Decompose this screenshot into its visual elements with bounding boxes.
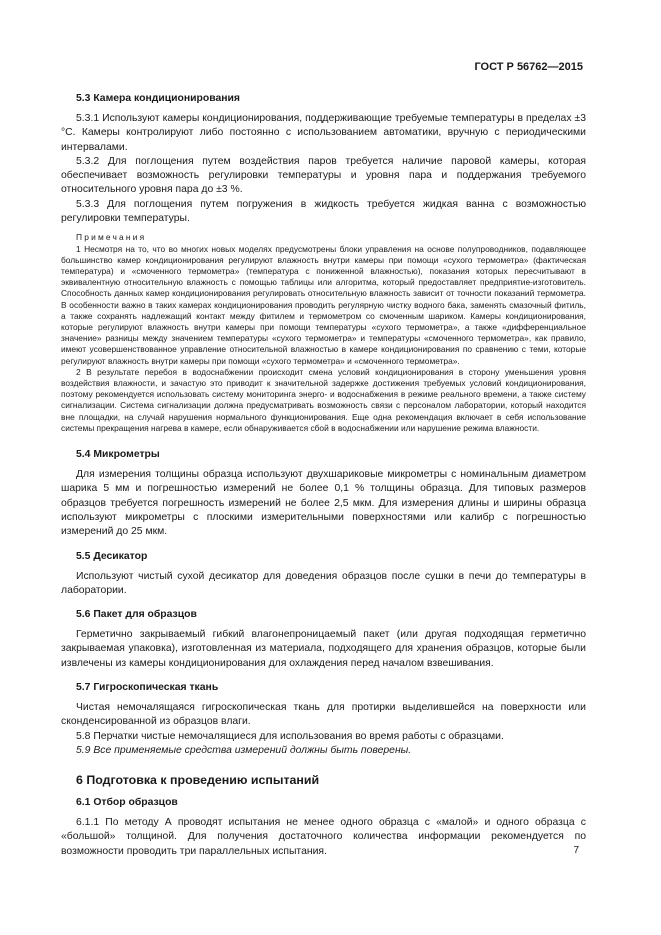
note-2: 2 В результате перебоя в водоснабжении происходит смена условий кондиционирования в сторону уменьшения уровня воздействия влажности, и зачастую это приводит к значительной задержке достижения требуемых условий кондиционирования, поэтому рекомендуется использовать систему мониторинга энерго- и водоснабжения в режиме реального времени, а также систему сигнализации. Система сигнализации должна предусматривать возможность связи с персоналом лаборатории, который находится вне площадки, на случай нарушения нормального функционирования. Еще одна рекомендация включает в себя использование системы прекращения нагрева в камере, если обнаруживается сбой в водоснабжении или нарушение режима влажности. [61, 366, 586, 433]
para-5-7: Чистая немочалящаяся гигроскопическая ткань для протирки выделившейся на поверхности или сконденсированной из образцов влаги. [61, 702, 586, 728]
para-6-1-1: 6.1.1 По методу А проводят испытания не менее одного образца с «малой» и одного образца с «большой» толщиной. Для получения достаточного количества информации рекомендуется по возможности проводить три параллельных испытания. [61, 817, 586, 857]
section-5-3-title: 5.3 Камера кондиционирования [76, 93, 240, 104]
para-5-3-1: 5.3.1 Используют камеры кондиционирования, поддерживающие требуемые температуры в пределах ±3 °С. Камеры контролируют либо постоянно с использованием автоматики, вручную с периодическими интервалами. [61, 113, 586, 153]
section-6-1-title: 6.1 Отбор образцов [76, 797, 178, 809]
standard-number: ГОСТ Р 56762—2015 [474, 61, 583, 73]
para-5-5: Используют чистый сухой десикатор для доведения образцов после сушки в печи до температуры в лаборатории. [61, 570, 586, 596]
notes-title: Примечания [76, 232, 147, 243]
para-5-8: 5.8 Перчатки чистые немочалящиеся для использования во время работы с образцами. [76, 730, 504, 742]
section-5-5-title: 5.5 Десикатор [76, 550, 148, 562]
section-5-4-title: 5.4 Микрометры [76, 449, 160, 461]
note-1: 1 Несмотря на то, что во многих новых моделях предусмотрены блоки управления на основе полупроводников, подавляющее большинство камер кондиционирования регулируют влажность внутри камеры при помощи «сухого термометра» (фактическая температура) и «смоченного термометра» (температура с пониженной влажностью), показания которых пересчитывают в эквивалентную относительную влажность с помощью таблицы или алгоритма, который предоставляет предприятие-изготовитель. Способность данных камер кондиционирования регулировать относительную влажность зависит от точности показаний термометра. В особенности важно в таких камерах кондиционирования проводить регулярную чистку водного бака, заменять смазочный фитиль, а также сохранять надлежащий контакт между фитилем и термометром со смоченным шариком. Камеры кондиционирования, которые регулируют влажность внутри камеры при помощи температуры «сухого термометра», а также «дифференциальное значение» разницы между значением температуры «сухого термометра» и температуры «смоченного термометра», как правило, имеют усовершенствованное управление относительной влажностью в камере кондиционирования по сравнению с теми, которые регулируют влажность внутри камеры при помощи «сухого термометра» и «смоченного термометра». [61, 243, 586, 366]
page-content [61, 92, 586, 859]
page-number: 7 [573, 845, 579, 856]
para-5-3-2: 5.3.2 Для поглощения путем воздействия паров требуется наличие паровой камеры, которая обеспечивает возможность регулировки температуры и уровня пара и поддержания требуемого относительного уровня пара до ±3 %. [61, 155, 586, 196]
section-5-7-title: 5.7 Гигроскопическая ткань [76, 682, 219, 693]
section-5-6-title: 5.6 Пакет для образцов [76, 609, 197, 621]
para-5-9: 5.9 Все применяемые средства измерений должны быть поверены. [76, 744, 412, 756]
section-6-title: 6 Подготовка к проведению испытаний [76, 773, 320, 788]
para-5-6: Герметично закрываемый гибкий влагонепроницаемый пакет (или другая подходящая герметично закрываемая упаковка), изготовленная из материала, подходящего для хранения образцов, которые были извлечены из камеры кондиционирования для охлаждения перед началом взвешивания. [61, 629, 586, 669]
para-5-4: Для измерения толщины образца используют двухшариковые микрометры с номинальным диаметром шарика 5 мм и погрешностью измерений не более 0,1 % толщины образца. Для типовых размеров образцов требуется погрешность измерений не более 2,5 мкм. Для измерения длины и ширины образца используют микрометры с плоскими измерительными поверхностями или калибр с погрешностью измерений до 25 мкм. [61, 469, 586, 538]
para-5-3-3: 5.3.3 Для поглощения путем погружения в жидкость требуется жидкая ванна с возможностью регулировки температуры. [61, 198, 586, 225]
